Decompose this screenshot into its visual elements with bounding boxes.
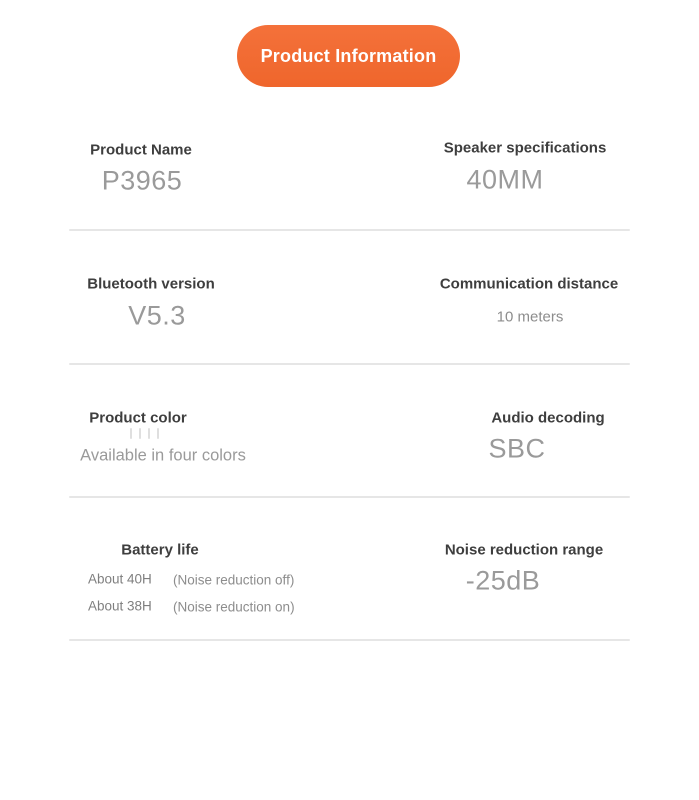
noise-reduction-range-label: Noise reduction range: [444, 541, 604, 559]
speaker-specifications-value: 40MM: [466, 164, 544, 195]
product-color-value: Available in four colors: [80, 446, 246, 465]
battery-life-label: Battery life: [121, 541, 199, 559]
communication-distance-label: Communication distance: [439, 275, 619, 293]
speaker-specifications-label: Speaker specifications: [443, 139, 607, 157]
battery-life-note-1: (Noise reduction off): [173, 572, 295, 588]
faded-text-artifact: [130, 428, 159, 439]
communication-distance-value: 10 meters: [496, 308, 564, 326]
product-name-value: P3965: [101, 165, 183, 196]
bluetooth-version-label: Bluetooth version: [87, 275, 215, 293]
battery-life-note-2: (Noise reduction on): [173, 599, 295, 615]
battery-life-value-1: About 40H: [88, 571, 152, 587]
product-information-header-button[interactable]: [237, 25, 460, 87]
row-divider: [69, 496, 630, 498]
row-divider: [69, 229, 630, 231]
audio-decoding-value: SBC: [488, 433, 546, 464]
row-divider: [69, 639, 630, 641]
product-color-label: Product color: [89, 409, 187, 427]
row-divider: [69, 363, 630, 365]
audio-decoding-label: Audio decoding: [491, 409, 605, 427]
battery-life-value-2: About 38H: [88, 598, 152, 614]
noise-reduction-range-value: -25dB: [465, 565, 541, 596]
product-name-label: Product Name: [90, 141, 192, 159]
product-information-header-label: Product Information: [260, 45, 437, 66]
bluetooth-version-value: V5.3: [128, 300, 186, 331]
